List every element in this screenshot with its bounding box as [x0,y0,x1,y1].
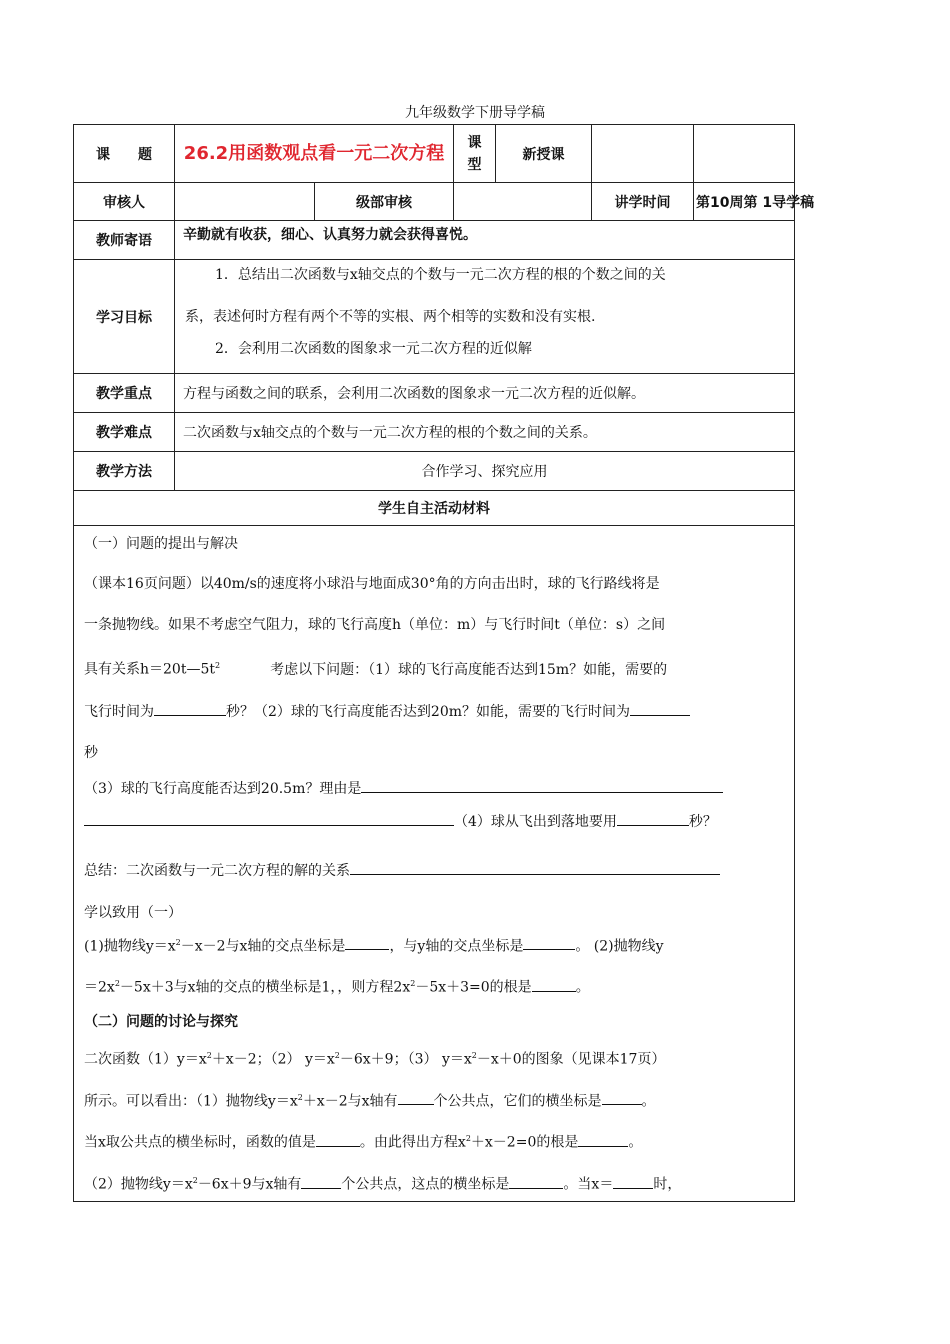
problem-line-5: 秒 [84,744,98,761]
difficulty-label: 教学难点 [74,413,175,452]
materials-title: 学生自主活动材料 [74,491,795,526]
grade-review-label: 级部审核 [315,183,454,221]
practice-line-2: $=2x^2-5x+3$与x轴的交点的横坐标是1，，则方程$2x^2-5x+3=0$的根是 。 [84,974,784,998]
explore-line-2: 所示。可以看出：（1）抛物线$y=x^2+x-2$与x轴有 个公共点，它们的横坐标是 。 [84,1088,784,1112]
blank-y-intersect[interactable] [523,935,575,950]
goal-line-3: 2．会利用二次函数的图象求一元二次方程的近似解 [215,341,532,357]
blank-function-value[interactable] [316,1132,360,1147]
page-header: 九年级数学下册导学稿 [405,105,545,121]
problem-line-2: 一条抛物线。如果不考虑空气阻力，球的飞行高度h（单位：m）与飞行时间t（单位：s）之间 [84,617,666,633]
section-1-heading: （一）问题的提出与解决 [84,536,238,552]
problem-line-6: （3）球的飞行高度能否达到20.5m？理由是 [84,778,784,799]
practice-line-1: (1)抛物线$y=x^2-x-2$与x轴的交点坐标是 ，与y轴的交点坐标是 。 (2)抛物线y [84,933,784,957]
reviewer-label: 审核人 [74,183,175,221]
message-label: 教师寄语 [74,221,175,260]
blank-x-value[interactable] [613,1174,653,1189]
method-label: 教学方法 [74,452,175,491]
explore-line-1: 二次函数$(1)y=x^2+x-2$；（2） $y=x^2-6x+9$；（3） $y=x^2-x+0$的图象（见课本17页） [84,1050,666,1068]
blank-roots-2[interactable] [578,1132,628,1147]
blank-common-count-1[interactable] [398,1090,434,1105]
key-point-text: 方程与函数之间的联系，会利用二次函数的图象求一元二次方程的近似解。 [175,374,795,413]
blank-reason-1[interactable] [361,778,723,793]
problem-line-4: 飞行时间为 秒？（2）球的飞行高度能否达到20m？如能，需要的飞行时间为 [84,701,784,722]
explore-line-3: 当x取公共点的横坐标时，函数的值是 。由此得出方程$x^2+x-2=0$的根是 。 [84,1129,784,1153]
blank-roots[interactable] [532,977,576,992]
grade-review-value [454,183,592,221]
lesson-table [73,124,815,1202]
blank-reason-2[interactable] [84,811,454,826]
lesson-title: 26.2用函数观点看一元二次方程 [175,125,454,183]
blank-common-count-2[interactable] [301,1174,341,1189]
blank-15m-time[interactable] [154,701,226,716]
message-text: 辛勤就有收获，细心、认真努力就会获得喜悦。 [175,221,795,260]
type-value: 新授课 [496,125,592,183]
blank-landing-time[interactable] [617,811,689,826]
problem-line-1: （课本16页问题）以40m/s的速度将小球沿与地面成30°角的方向击出时，球的飞行路线将是 [84,576,660,592]
problem-line-3: 具有关系$h=20t—5t^2$ 考虑以下问题：（1）球的飞行高度能否达到15m？如能，需要的 [84,661,668,678]
key-point-label: 教学重点 [74,374,175,413]
topic-label: 课 题 [74,125,175,183]
summary-line: 总结：二次函数与一元二次方程的解的关系 [84,860,784,881]
goals-label: 学习目标 [74,260,175,374]
difficulty-text: 二次函数与x轴交点的个数与一元二次方程的根的个数之间的关系。 [175,413,795,452]
type-label: 课 型 [454,125,496,183]
goals-text [175,260,795,374]
problem-line-7: （4）球从飞出到落地要用 秒？ [84,811,784,832]
blank-x-intersect[interactable] [345,935,389,950]
goal-line-1: 1．总结出二次函数与x轴交点的个数与一元二次方程的根的个数之间的关 [215,267,666,283]
blank-abscissa-1[interactable] [602,1090,642,1105]
materials-body [74,526,795,1202]
method-text: 合作学习、探究应用 [175,452,795,491]
time-value: 第10周第 1导学稿 [694,183,795,221]
empty-cell-a [592,125,694,183]
goal-line-2: 系，表述何时方程有两个不等的实根、两个相等的实数和没有实根. [185,309,596,325]
blank-20m-time[interactable] [630,701,690,716]
practice-1-heading: 学以致用（一） [84,904,182,921]
reviewer-value [175,183,315,221]
blank-summary[interactable] [350,860,720,875]
empty-cell-b [694,125,795,183]
section-2-heading: （二）问题的讨论与探究 [84,1013,238,1030]
blank-abscissa-2[interactable] [509,1174,563,1189]
time-label: 讲学时间 [592,183,694,221]
explore-line-4: （2）抛物线$y=x^2-6x+9$与x轴有 个公共点，这点的横坐标是 。当x＝ 时， [84,1171,784,1195]
